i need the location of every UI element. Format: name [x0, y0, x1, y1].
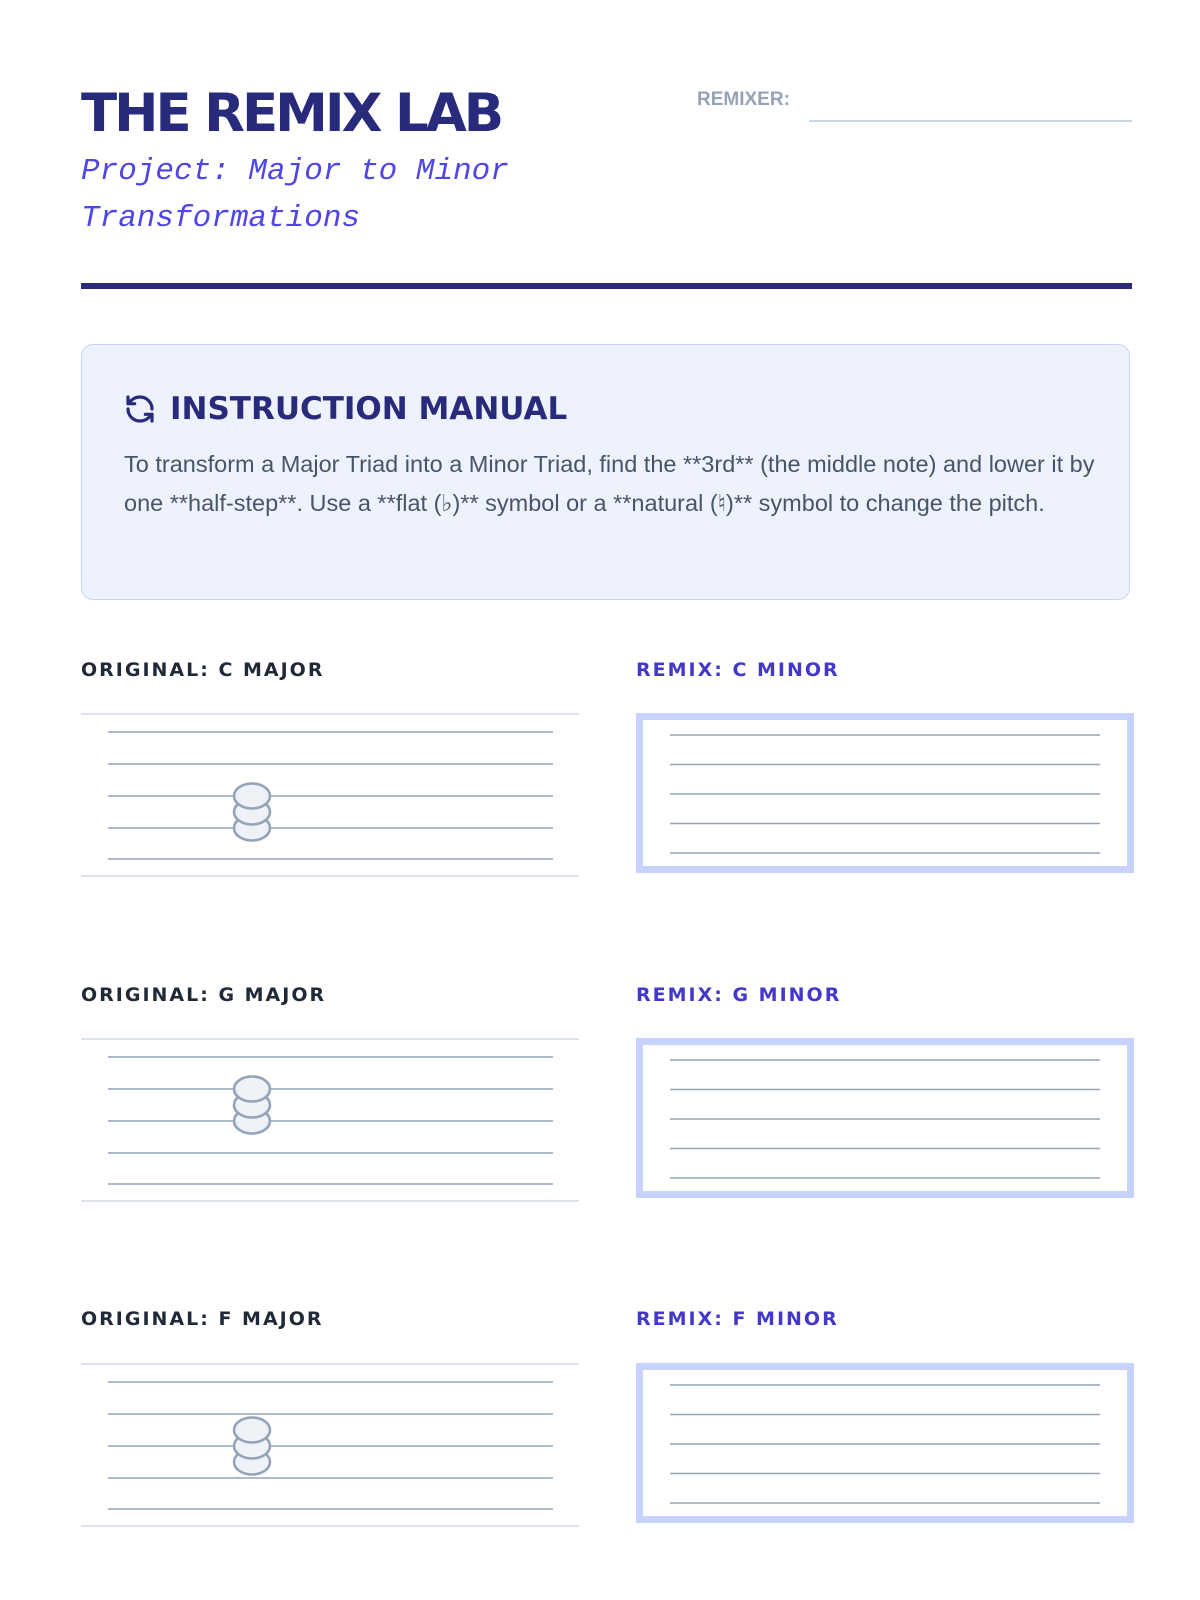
original-staff [81, 1038, 579, 1202]
original-label: ORIGINAL: G MAJOR [81, 984, 327, 1006]
instruction-header [124, 389, 567, 429]
original-staff [81, 713, 579, 877]
header-divider [81, 283, 1132, 289]
page-title: THE REMIX LAB [81, 83, 502, 144]
instruction-panel [81, 344, 1130, 600]
remix-staff-answer-area[interactable] [636, 1363, 1134, 1523]
remix-staff-answer-area[interactable] [636, 1038, 1134, 1198]
project-subtitle: Project: Major to Minor Transformations [81, 154, 509, 236]
instruction-title: INSTRUCTION MANUAL [170, 391, 568, 427]
note-head [234, 784, 270, 809]
remix-label: REMIX: G MINOR [636, 984, 842, 1006]
original-staff [81, 1363, 579, 1527]
original-label: ORIGINAL: F MAJOR [81, 1308, 324, 1330]
remixer-name-field[interactable] [809, 120, 1132, 122]
remix-label: REMIX: C MINOR [636, 659, 840, 681]
remixer-label: REMIXER: [697, 89, 790, 110]
instruction-text: To transform a Major Triad into a Minor Triad, find the **3rd** (the middle note) and lower it by one **half-step**. Use a **flat (♭)** symbol or a **natural (♮)** symbol to change the pitch. [124, 451, 1095, 516]
remix-label: REMIX: F MINOR [636, 1308, 839, 1330]
note-head [234, 1077, 270, 1102]
original-label: ORIGINAL: C MAJOR [81, 659, 325, 681]
remix-staff-answer-area[interactable] [636, 713, 1134, 873]
note-head [234, 1418, 270, 1443]
refresh-icon [124, 393, 156, 425]
